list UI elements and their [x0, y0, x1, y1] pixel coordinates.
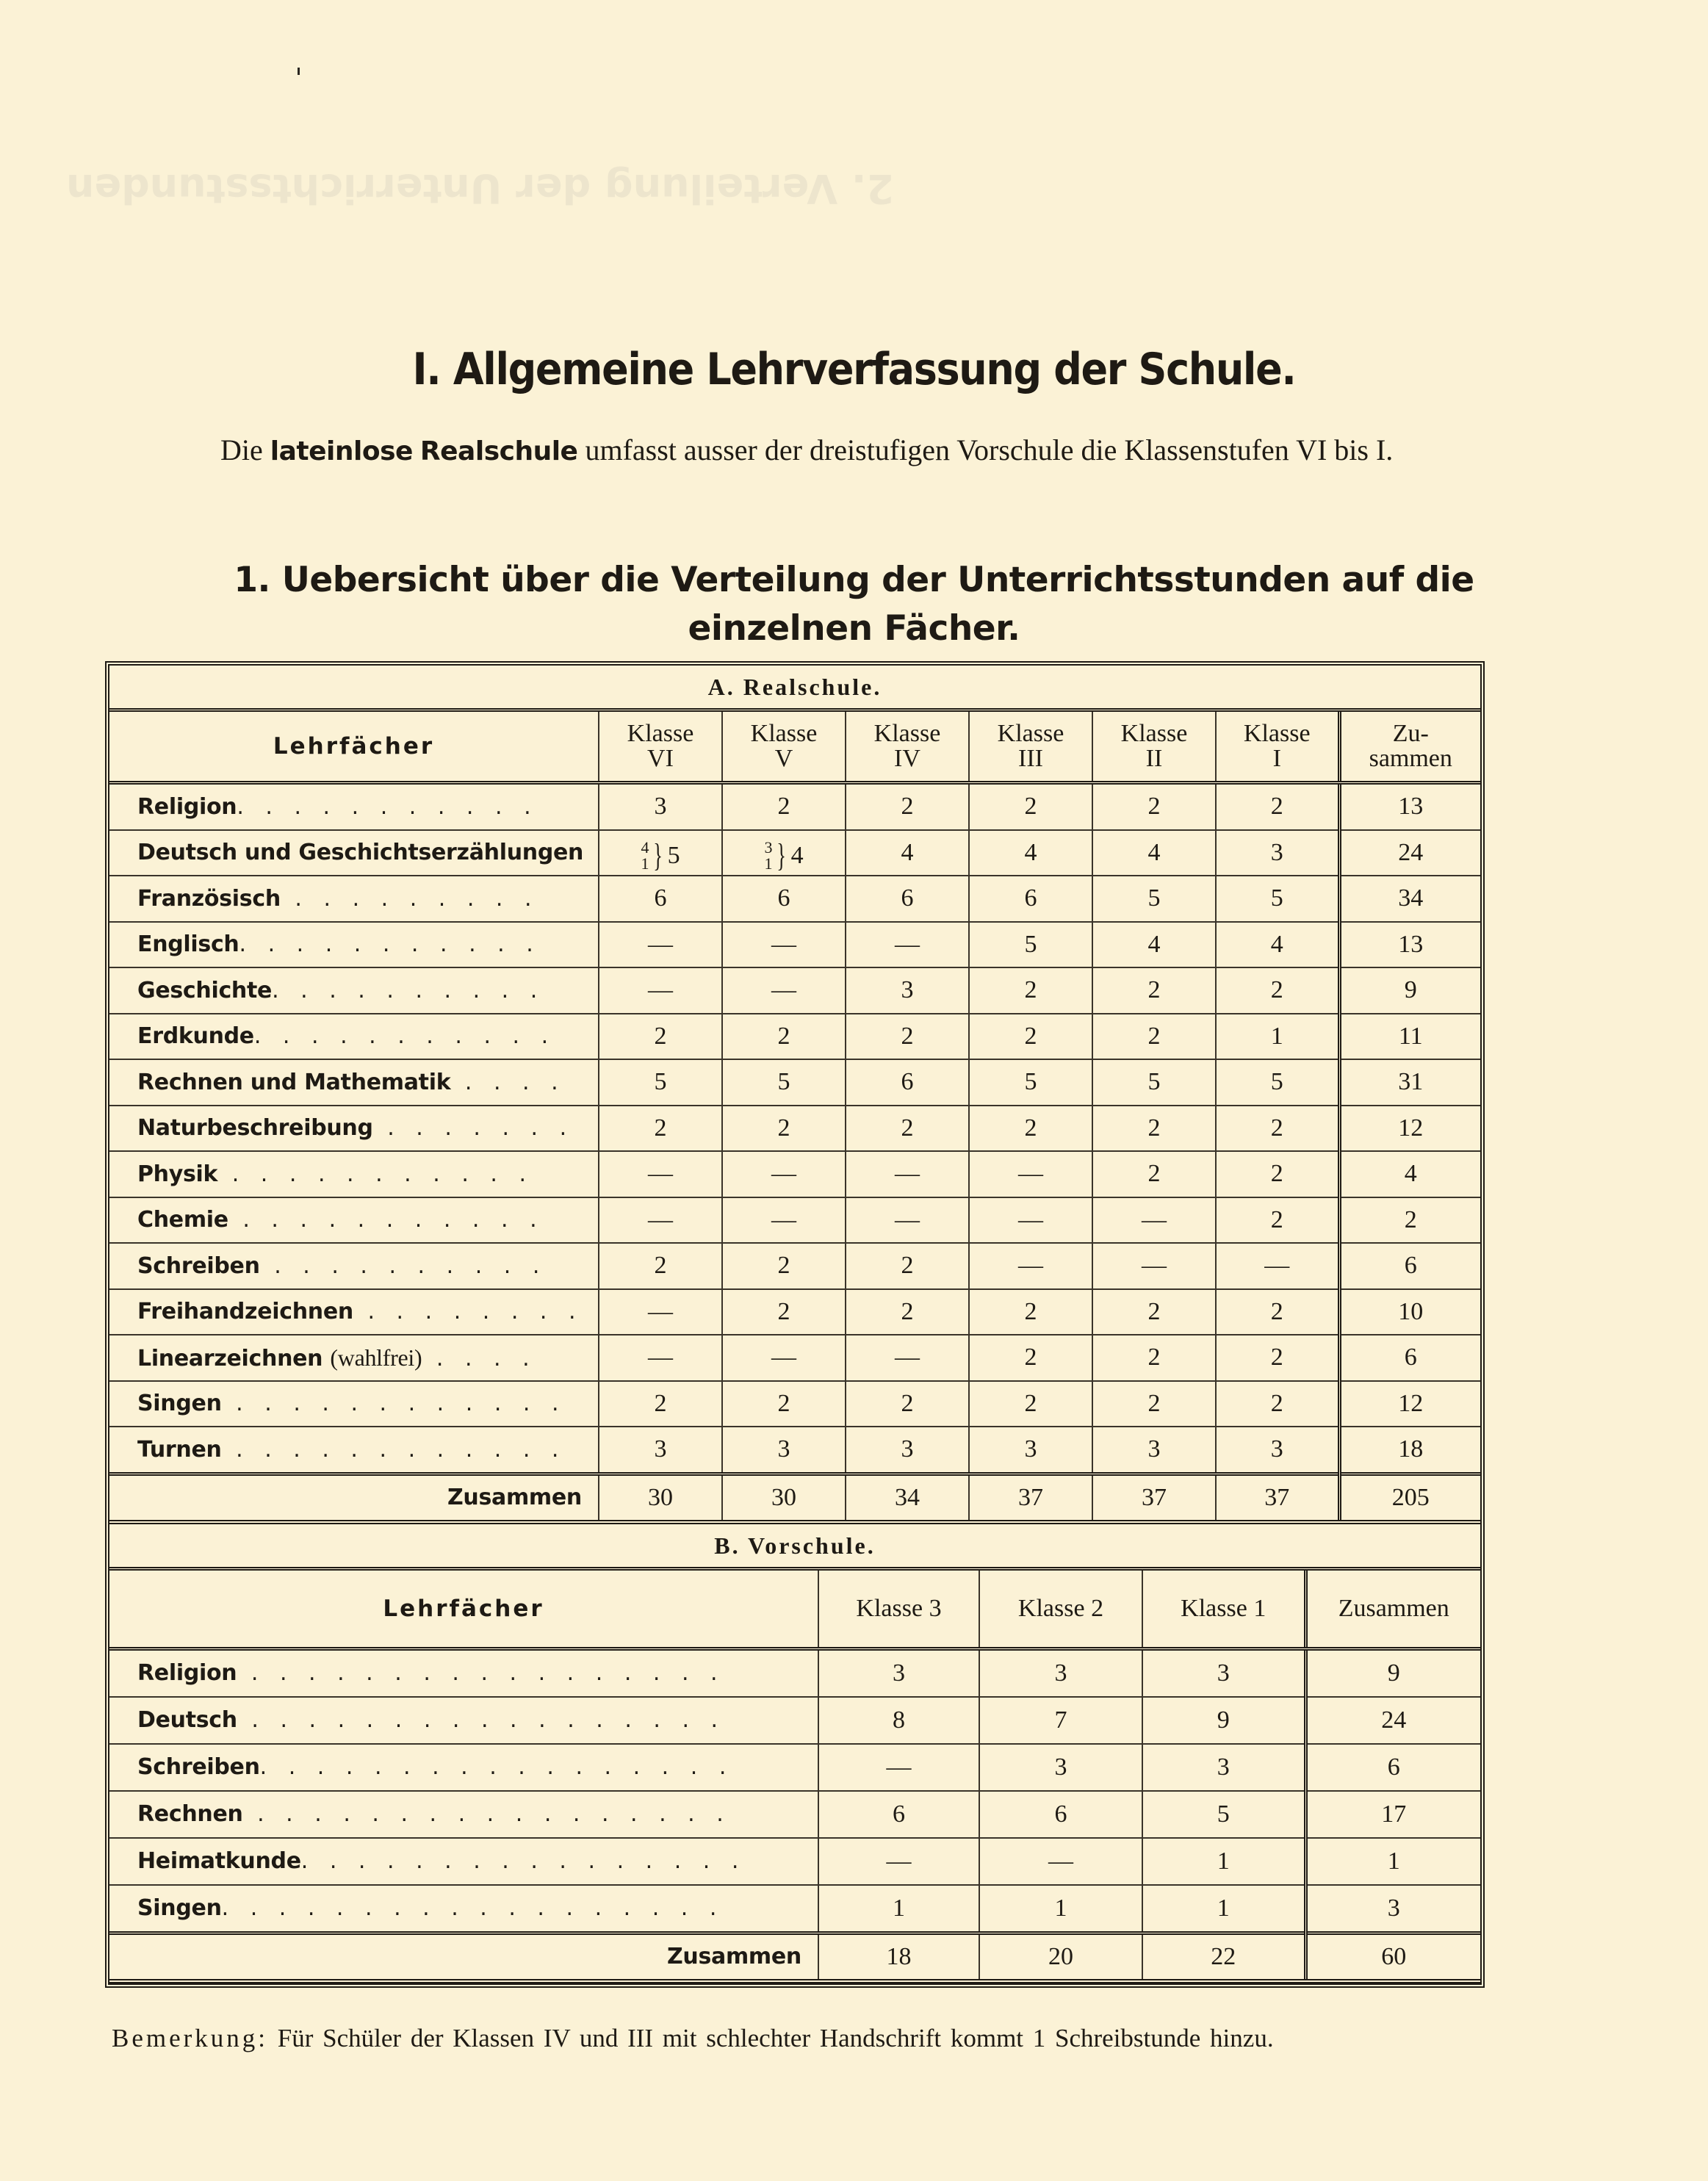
- hours-cell: 2: [1092, 1106, 1216, 1152]
- hours-cell: [722, 830, 846, 876]
- hours-cell: —: [846, 922, 969, 968]
- hours-cell: 2: [1092, 967, 1216, 1014]
- realschule-header-row: [109, 712, 1480, 783]
- row-total-cell: 6: [1305, 1744, 1480, 1791]
- hours-cell: —: [969, 1151, 1092, 1197]
- hours-cell: 6: [818, 1791, 979, 1838]
- intro-bold-lateinlose: lateinlose: [270, 436, 413, 466]
- total-cell: 34: [846, 1474, 969, 1522]
- hours-cell: 2: [846, 783, 969, 830]
- hours-cell: 3: [1092, 1427, 1216, 1474]
- hours-cell: 2: [969, 1381, 1092, 1427]
- hours-cell: 2: [599, 1381, 722, 1427]
- subject-name: Chemie: [137, 1207, 228, 1233]
- row-total-cell: 10: [1339, 1289, 1480, 1335]
- realschule-total-row: [109, 1474, 1480, 1522]
- hours-cell: —: [969, 1243, 1092, 1289]
- subject-cell: [109, 876, 599, 922]
- table-row: [109, 783, 1480, 830]
- subject-note: (wahlfrei): [330, 1344, 422, 1371]
- hours-cell: 4: [1216, 922, 1339, 968]
- table-row: [109, 1744, 1480, 1791]
- row-total-cell: 31: [1339, 1059, 1480, 1106]
- hours-cell: 1: [979, 1885, 1142, 1933]
- table-row: [109, 830, 1480, 876]
- row-total-cell: 17: [1305, 1791, 1480, 1838]
- hours-cell: 6: [979, 1791, 1142, 1838]
- col-header-klasse-1: Klasse 1: [1142, 1571, 1305, 1649]
- table-row: [109, 922, 1480, 968]
- hours-cell: 4: [969, 830, 1092, 876]
- hours-cell: 1: [818, 1885, 979, 1933]
- subject-name: Religion: [137, 793, 237, 820]
- brace-icon: }: [776, 837, 787, 873]
- grand-total-cell: 60: [1305, 1933, 1480, 1981]
- hours-cell: 5: [969, 922, 1092, 968]
- hours-cell: —: [722, 1151, 846, 1197]
- hours-cell: 2: [1092, 1289, 1216, 1335]
- hours-cell: 5: [1216, 876, 1339, 922]
- total-cell: 37: [1216, 1474, 1339, 1522]
- total-cell: 20: [979, 1933, 1142, 1981]
- total-cell: 37: [969, 1474, 1092, 1522]
- split-hours: 4 1 } 5: [641, 837, 680, 873]
- subject-cell: [109, 1697, 818, 1744]
- subject-name: Deutsch: [137, 1707, 237, 1733]
- subject-name: Schreiben: [137, 1252, 260, 1279]
- hours-cell: 5: [1142, 1791, 1305, 1838]
- hours-cell: 5: [599, 1059, 722, 1106]
- leader-dots: . . . .: [450, 1069, 566, 1095]
- subjects-header: Lehrfächer: [109, 1571, 818, 1649]
- row-total-cell: 12: [1339, 1106, 1480, 1152]
- hours-cell: [599, 830, 722, 876]
- subject-name: Singen: [137, 1391, 222, 1417]
- hours-cell: 3: [979, 1744, 1142, 1791]
- col-header-klasse-v: Klasse V: [722, 712, 846, 783]
- hours-cell: —: [722, 1335, 846, 1381]
- row-total-cell: 13: [1339, 783, 1480, 830]
- hours-cell: 3: [846, 1427, 969, 1474]
- hours-cell: 2: [1092, 1151, 1216, 1197]
- hours-cell: 5: [969, 1059, 1092, 1106]
- leader-dots: . . . . . . . . . . .: [237, 793, 538, 820]
- total-cell: 30: [599, 1474, 722, 1522]
- col-header-klasse-ii: Klasse II: [1092, 712, 1216, 783]
- subject-cell: [109, 783, 599, 830]
- hours-cell: 3: [1142, 1744, 1305, 1791]
- hours-cell: —: [846, 1197, 969, 1244]
- hours-cell: 1: [1142, 1838, 1305, 1885]
- hours-cell: 6: [599, 876, 722, 922]
- section-subtitle: [0, 556, 1708, 653]
- leader-dots: . . . . . . . . . .: [272, 977, 545, 1003]
- subject-cell: [109, 1381, 599, 1427]
- hours-cell: 4: [1092, 922, 1216, 968]
- subject-cell: [109, 1059, 599, 1106]
- leader-dots: . . . . . . . . . . . . . . . . .: [237, 1660, 725, 1686]
- row-total-cell: 9: [1339, 967, 1480, 1014]
- subject-name: Geschichte: [137, 977, 273, 1003]
- hours-cell: —: [722, 967, 846, 1014]
- subject-name: Französisch: [137, 885, 281, 912]
- hours-cell: 3: [846, 967, 969, 1014]
- hours-cell: 2: [1092, 1381, 1216, 1427]
- row-total-cell: 3: [1305, 1885, 1480, 1933]
- hours-cell: 9: [1142, 1697, 1305, 1744]
- hours-cell: 2: [599, 1014, 722, 1060]
- hours-cell: 5: [1092, 876, 1216, 922]
- hours-cell: —: [599, 1335, 722, 1381]
- hours-cell: 6: [969, 876, 1092, 922]
- leader-dots: . . . . . . . . . . . . . . . . . .: [221, 1895, 724, 1921]
- leader-dots: . . . . . . . . . . . . . . . . .: [259, 1754, 734, 1780]
- vorschule-table: [109, 1571, 1480, 1983]
- table-row: [109, 1335, 1480, 1381]
- table-row: [109, 1197, 1480, 1244]
- hours-cell: 3: [818, 1648, 979, 1697]
- hours-cell: —: [599, 1289, 722, 1335]
- hours-cell: 6: [846, 1059, 969, 1106]
- subject-name: Englisch: [137, 931, 239, 958]
- hours-cell: 2: [969, 783, 1092, 830]
- hours-cell: 3: [1142, 1648, 1305, 1697]
- hours-cell: 2: [722, 1106, 846, 1152]
- hours-cell: 2: [846, 1243, 969, 1289]
- hours-cell: 2: [846, 1381, 969, 1427]
- col-header-zusammen: Zu- sammen: [1339, 712, 1480, 783]
- remark-label: Bemerkung:: [112, 2024, 269, 2052]
- hours-cell: 4: [1092, 830, 1216, 876]
- hours-cell: —: [599, 967, 722, 1014]
- subject-name: Turnen: [137, 1436, 222, 1463]
- subject-cell: [109, 1243, 599, 1289]
- row-total-cell: 1: [1305, 1838, 1480, 1885]
- hours-cell: 2: [722, 1381, 846, 1427]
- table-row: [109, 1151, 1480, 1197]
- leader-dots: . . . . . . . . . . .: [217, 1161, 533, 1187]
- hours-cell: 3: [979, 1648, 1142, 1697]
- table-row: [109, 1059, 1480, 1106]
- table-row: [109, 1014, 1480, 1060]
- subject-cell: [109, 830, 599, 876]
- intro-suffix: umfasst ausser der dreistufigen Vorschule die Klassenstufen VI bis I.: [577, 433, 1394, 466]
- subject-name: Religion: [137, 1660, 237, 1686]
- row-total-cell: 9: [1305, 1648, 1480, 1697]
- hours-cell: 2: [1216, 783, 1339, 830]
- row-total-cell: 12: [1339, 1381, 1480, 1427]
- hours-cell: 3: [1216, 1427, 1339, 1474]
- col-header-zusammen: Zusammen: [1305, 1571, 1480, 1649]
- split-hours: 3 1 } 4: [764, 837, 804, 873]
- hours-cell: 2: [1092, 783, 1216, 830]
- subject-cell: [109, 1335, 599, 1381]
- remark-note: [112, 2024, 1493, 2053]
- vorschule-header-row: [109, 1571, 1480, 1649]
- subject-name: Physik: [137, 1161, 218, 1187]
- row-total-cell: 18: [1339, 1427, 1480, 1474]
- row-total-cell: 24: [1339, 830, 1480, 876]
- subject-cell: [109, 1014, 599, 1060]
- subject-name: Singen: [137, 1895, 222, 1921]
- hours-cell: 2: [969, 1289, 1092, 1335]
- col-header-klasse-2: Klasse 2: [979, 1571, 1142, 1649]
- row-total-cell: 6: [1339, 1335, 1480, 1381]
- intro-paragraph: [103, 430, 1477, 472]
- leader-dots: . . . . . . . . . . .: [239, 931, 541, 958]
- grand-total-cell: 205: [1339, 1474, 1480, 1522]
- total-cell: 30: [722, 1474, 846, 1522]
- row-total-cell: 11: [1339, 1014, 1480, 1060]
- hours-cell: —: [599, 922, 722, 968]
- hours-cell: 2: [1092, 1335, 1216, 1381]
- table-row: [109, 1289, 1480, 1335]
- hours-cell: —: [846, 1335, 969, 1381]
- subject-cell: [109, 1744, 818, 1791]
- table-row: [109, 1838, 1480, 1885]
- subject-cell: [109, 1151, 599, 1197]
- leader-dots: . . . . . . . . . . . .: [221, 1391, 566, 1417]
- subjects-header: Lehrfächer: [109, 712, 599, 783]
- subtitle-line-2: einzelnen Fächer.: [688, 608, 1020, 649]
- hours-cell: 3: [599, 783, 722, 830]
- hours-cell: 2: [846, 1289, 969, 1335]
- hours-cell: 4: [846, 830, 969, 876]
- total-cell: 37: [1092, 1474, 1216, 1522]
- hours-cell: 2: [722, 1014, 846, 1060]
- hours-cell: —: [1092, 1197, 1216, 1244]
- row-total-cell: 2: [1339, 1197, 1480, 1244]
- table-row: [109, 1106, 1480, 1152]
- hours-cell: 3: [599, 1427, 722, 1474]
- row-total-cell: 6: [1339, 1243, 1480, 1289]
- hours-cell: 2: [1216, 1151, 1339, 1197]
- hours-cell: 2: [846, 1106, 969, 1152]
- hours-cell: —: [1092, 1243, 1216, 1289]
- table-row: [109, 1243, 1480, 1289]
- subject-name: Deutsch und Geschichtserzählungen: [137, 840, 584, 866]
- row-total-cell: 4: [1339, 1151, 1480, 1197]
- subject-name: Erdkunde: [137, 1023, 254, 1050]
- col-header-klasse-iv: Klasse IV: [846, 712, 969, 783]
- leader-dots: . . . . . . . . . . .: [253, 1023, 556, 1050]
- hours-cell: 5: [1216, 1059, 1339, 1106]
- leader-dots: . . . . . . . . . . . . . . . . .: [242, 1801, 731, 1827]
- subject-cell: [109, 1885, 818, 1933]
- hours-cell: 7: [979, 1697, 1142, 1744]
- hours-cell: 2: [969, 967, 1092, 1014]
- subject-cell: [109, 1838, 818, 1885]
- hours-cell: —: [846, 1151, 969, 1197]
- hours-cell: 5: [1092, 1059, 1216, 1106]
- subject-name: Schreiben: [137, 1754, 260, 1780]
- table-row: [109, 1885, 1480, 1933]
- hours-cell: 2: [1216, 967, 1339, 1014]
- table-row: [109, 1427, 1480, 1474]
- subject-cell: [109, 967, 599, 1014]
- hours-cell: 1: [1216, 1014, 1339, 1060]
- leader-dots: . . . . . . . . .: [280, 885, 539, 912]
- vorschule-section-title: B. Vorschule.: [109, 1524, 1480, 1571]
- leader-dots: . . . . . . . . . .: [259, 1252, 547, 1279]
- subject-name: Heimatkunde: [137, 1848, 301, 1874]
- leader-dots: . . . . . . . .: [353, 1299, 583, 1325]
- hours-cell: 2: [969, 1106, 1092, 1152]
- hours-cell: 3: [1216, 830, 1339, 876]
- total-cell: 22: [1142, 1933, 1305, 1981]
- hours-cell: 2: [722, 783, 846, 830]
- hours-cell: 1: [1142, 1885, 1305, 1933]
- subject-name: Freihandzeichnen: [137, 1299, 353, 1325]
- col-header-klasse-vi: Klasse VI: [599, 712, 722, 783]
- hours-cell: 2: [722, 1243, 846, 1289]
- total-label: Zusammen: [109, 1474, 599, 1522]
- subject-cell: [109, 1791, 818, 1838]
- hours-cell: —: [979, 1838, 1142, 1885]
- brace-icon: }: [653, 837, 663, 873]
- col-header-klasse-i: Klasse I: [1216, 712, 1339, 783]
- hours-cell: —: [599, 1151, 722, 1197]
- leader-dots: . . . . . . .: [372, 1115, 574, 1142]
- row-total-cell: 34: [1339, 876, 1480, 922]
- hours-cell: —: [818, 1838, 979, 1885]
- hours-cell: 2: [722, 1289, 846, 1335]
- subtitle-line-1: 1. Uebersicht über die Verteilung der Unterrichtsstunden auf die: [234, 560, 1474, 600]
- row-total-cell: 13: [1339, 922, 1480, 968]
- intro-prefix: Die: [220, 433, 270, 466]
- hours-cell: 2: [1216, 1197, 1339, 1244]
- col-header-klasse-3: Klasse 3: [818, 1571, 979, 1649]
- subject-name: Rechnen und Mathematik: [137, 1069, 451, 1095]
- hours-cell: —: [599, 1197, 722, 1244]
- table-row: [109, 1697, 1480, 1744]
- intro-space: [413, 433, 420, 466]
- hours-cell: 6: [846, 876, 969, 922]
- hours-cell: 2: [1092, 1014, 1216, 1060]
- subject-cell: [109, 1197, 599, 1244]
- hours-cell: 6: [722, 876, 846, 922]
- subject-cell: [109, 1427, 599, 1474]
- hours-cell: 2: [599, 1243, 722, 1289]
- hours-cell: —: [722, 922, 846, 968]
- hours-cell: 2: [1216, 1335, 1339, 1381]
- table-row: [109, 876, 1480, 922]
- subject-name: Linearzeichnen: [137, 1345, 323, 1371]
- hours-cell: 3: [969, 1427, 1092, 1474]
- subject-cell: [109, 922, 599, 968]
- subject-name: Naturbeschreibung: [137, 1115, 373, 1142]
- hours-cell: 2: [1216, 1106, 1339, 1152]
- leader-dots: . . . . . . . . . . . . . . . .: [300, 1848, 746, 1874]
- hours-cell: —: [818, 1744, 979, 1791]
- bleed-through-text: 2. Verteilung der Unterrichtsstunden: [66, 165, 894, 212]
- leader-dots: . . . .: [422, 1345, 537, 1371]
- hours-cell: 2: [1216, 1381, 1339, 1427]
- realschule-table: [109, 712, 1480, 1524]
- subject-cell: [109, 1648, 818, 1697]
- hours-cell: 2: [969, 1335, 1092, 1381]
- leader-dots: . . . . . . . . . . .: [228, 1207, 544, 1233]
- hours-distribution-table: [105, 661, 1485, 1988]
- hours-cell: 5: [722, 1059, 846, 1106]
- hours-cell: 2: [846, 1014, 969, 1060]
- leader-dots: . . . . . . . . . . . . . . . . .: [237, 1707, 726, 1733]
- total-label: Zusammen: [109, 1933, 818, 1981]
- realschule-section-title: A. Realschule.: [109, 666, 1480, 712]
- hours-cell: —: [1216, 1243, 1339, 1289]
- subject-cell: [109, 1106, 599, 1152]
- hours-cell: 3: [722, 1427, 846, 1474]
- hours-cell: —: [722, 1197, 846, 1244]
- hours-cell: —: [969, 1197, 1092, 1244]
- print-speck: [298, 68, 300, 75]
- table-row: [109, 1381, 1480, 1427]
- col-header-klasse-iii: Klasse III: [969, 712, 1092, 783]
- table-row: [109, 1648, 1480, 1697]
- intro-bold-realschule: Realschule: [419, 436, 578, 466]
- vorschule-total-row: [109, 1933, 1480, 1981]
- page-title: I. Allgemeine Lehrverfassung der Schule.: [412, 344, 1296, 396]
- hours-cell: 2: [1216, 1289, 1339, 1335]
- hours-cell: 8: [818, 1697, 979, 1744]
- total-cell: 18: [818, 1933, 979, 1981]
- hours-cell: 2: [599, 1106, 722, 1152]
- subject-cell: [109, 1289, 599, 1335]
- remark-text: Für Schüler der Klassen IV und III mit schlechter Handschrift kommt 1 Schreibstunde hinzu.: [268, 2024, 1274, 2052]
- row-total-cell: 24: [1305, 1697, 1480, 1744]
- subject-name: Rechnen: [137, 1801, 243, 1827]
- hours-cell: 2: [969, 1014, 1092, 1060]
- table-row: [109, 1791, 1480, 1838]
- table-row: [109, 967, 1480, 1014]
- leader-dots: . . . . . . . . . . . .: [221, 1436, 566, 1463]
